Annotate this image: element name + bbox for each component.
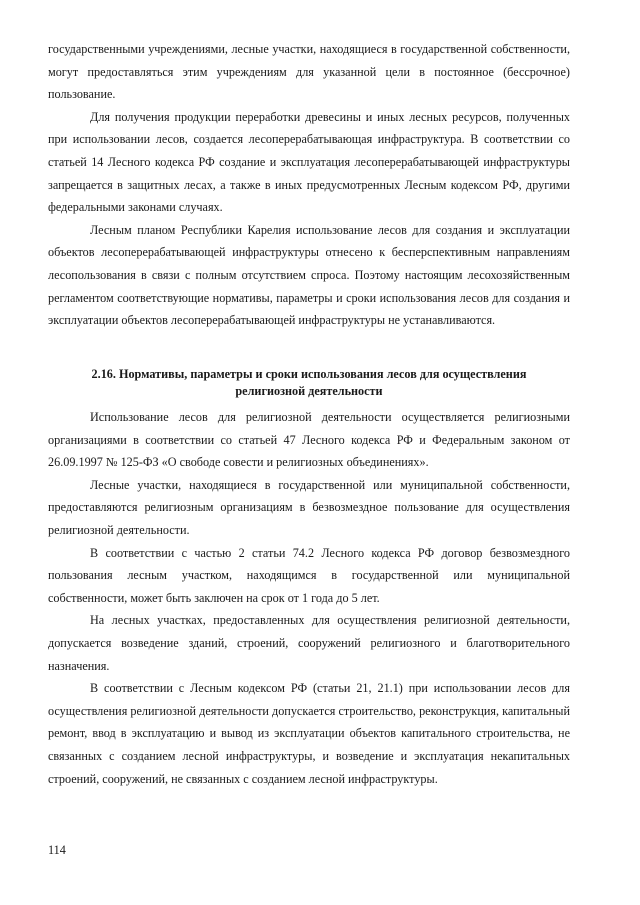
section-heading-line-1: 2.16. Нормативы, параметры и сроки использования лесов для осуществления bbox=[91, 367, 527, 381]
section-heading bbox=[48, 366, 570, 400]
paragraph: государственными учреждениями, лесные участки, находящиеся в государственной собственности, могут предоставляться этим учреждениям для указанной цели в постоянное (бессрочное) пользование. bbox=[48, 42, 570, 102]
paragraph: На лесных участках, предоставленных для осуществления религиозной деятельности, допускается возведение зданий, строений, сооружений религиозного и благотворительного назначения. bbox=[48, 613, 570, 673]
paragraph: В соответствии с Лесным кодексом РФ (статьи 21, 21.1) при использовании лесов для осуществления религиозной деятельности допускается строительство, реконструкция, капитальный ремонт, ввод в эксплуатацию и вывод из эксплуатации объектов капитального строительства, не связанных с созданием лесной инфраструктуры, и возведение и эксплуатация некапитальных строений, сооружений, не связанных с созданием лесной инфраструктуры. bbox=[48, 681, 570, 786]
paragraph: Использование лесов для религиозной деятельности осуществляется религиозными организациями в соответствии со статьей 47 Лесного кодекса РФ и Федеральным законом от 26.09.1997 № 125-ФЗ «О свободе совести и религиозных объединениях». bbox=[48, 410, 570, 470]
paragraph: Лесные участки, находящиеся в государственной или муниципальной собственности, предоставляются религиозным организациям в безвозмездное пользование для осуществления религиозной деятельности. bbox=[48, 477, 570, 537]
text-block-lower bbox=[48, 406, 570, 790]
paragraph: Для получения продукции переработки древесины и иных лесных ресурсов, полученных при использовании лесов, создается лесоперерабатывающая инфраструктура. В соответствии со статьей 14 Лесного кодекса РФ создание и эксплуатация лесоперерабатывающей инфраструктуры запрещается в защитных лесах, а также в иных предусмотренных Лесным кодексом РФ, другими федеральными законами случаях. bbox=[48, 109, 570, 215]
section-heading-line-2: религиозной деятельности bbox=[235, 384, 383, 398]
text-block-upper bbox=[48, 38, 570, 332]
paragraph: В соответствии с частью 2 статьи 74.2 Лесного кодекса РФ договор безвозмездного пользования лесным участком, находящимся в государственной или муниципальной собственности, может быть заключен на срок от 1 года до 5 лет. bbox=[48, 545, 570, 605]
paragraph: Лесным планом Республики Карелия использование лесов для создания и эксплуатации объектов лесоперерабатывающей инфраструктуры отнесено к бесперспективным направлениям лесопользования в связи с полным отсутствием спроса. Поэтому настоящим лесохозяйственным регламентом соответствующие нормативы, параметры и сроки использования лесов для создания и эксплуатации объектов лесоперерабатывающей инфраструктуры не устанавливаются. bbox=[48, 222, 570, 328]
page-number: 114 bbox=[48, 843, 66, 857]
